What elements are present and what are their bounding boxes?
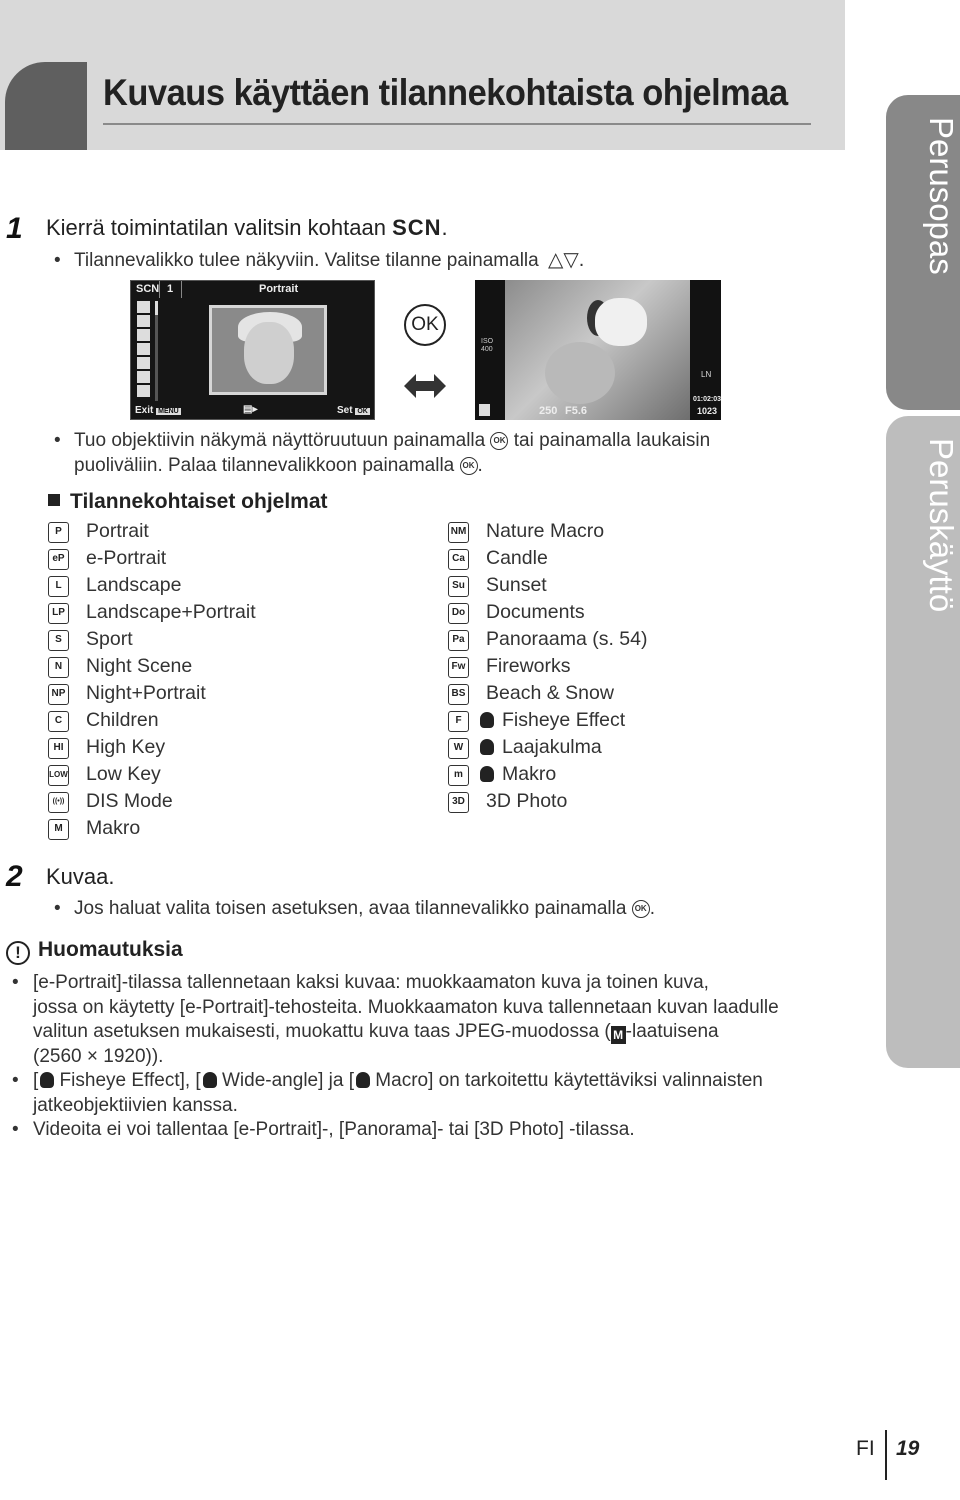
mode-label-text: Fisheye Effect	[502, 709, 626, 731]
nature-macro-icon: NM	[448, 522, 469, 543]
ok-button-icon: OK	[357, 408, 368, 415]
portrait-icon	[137, 301, 150, 313]
wide-angle-icon: W	[448, 738, 469, 759]
note-1: • [e-Portrait]-tilassa tallennetaan kaksi kuvaa: muokkaamaton kuva ja toinen kuva, jossa on käytetty [e-Portrait]-tehosteita. Muokkaamaton kuva tallennetaan kuvan laadulle valitun asetuksen mukaisesti, muokattu kuva taas JPEG-muodossa ( M -laatuisena (2560 × 1920)).	[12, 972, 779, 1067]
screen-bottom-bar	[131, 403, 374, 419]
mode-label	[486, 709, 625, 732]
night-portrait-icon: NP	[48, 684, 69, 705]
scene-title: Portrait	[259, 283, 299, 295]
live-view-photo	[505, 280, 690, 420]
mode-label: 3D Photo	[486, 790, 568, 812]
documents-icon: Do	[448, 603, 469, 624]
page-title: Kuvaus käyttäen tilannekohtaista ohjelmaa	[103, 72, 788, 113]
sunset-icon: Su	[448, 576, 469, 597]
side-tab-label: Perusopas	[923, 117, 960, 275]
landscape-icon: L	[48, 576, 69, 597]
night-portrait-icon	[137, 385, 150, 397]
photo-boy-shape	[545, 342, 615, 404]
bullet-text-end: .	[477, 455, 483, 476]
mode-label: High Key	[86, 736, 166, 758]
recording-time: 01:02:03	[693, 396, 721, 403]
step-1-text-end: .	[441, 215, 448, 240]
title-rule	[103, 123, 811, 125]
mode-label	[486, 763, 556, 786]
mode-label: Makro	[86, 817, 141, 839]
iso-readout	[481, 338, 493, 354]
bullet-text-end: .	[649, 898, 655, 919]
converter-lens-icon	[480, 739, 494, 755]
mode-label: Documents	[486, 601, 585, 623]
divider	[159, 281, 160, 298]
high-key-icon: HI	[48, 738, 69, 759]
aperture-value: F5.6	[565, 405, 588, 417]
divider	[181, 281, 182, 298]
note-text: (2560 × 1920)).	[33, 1045, 164, 1067]
ok-button-icon: OK	[404, 304, 446, 346]
mode-label: Night Scene	[86, 655, 193, 677]
converter-lens-icon	[40, 1072, 54, 1088]
scrollbar-track	[155, 301, 158, 401]
ok-icon: OK	[632, 900, 650, 918]
bidirectional-arrow-icon	[404, 372, 446, 400]
section-title: Tilannekohtaiset ohjelmat	[70, 490, 328, 513]
3d-photo-icon: 3D	[448, 792, 469, 813]
candle-icon: Ca	[448, 549, 469, 570]
mode-label: Sunset	[486, 574, 547, 596]
quality-m-icon: M	[611, 1026, 626, 1044]
mode-label: Sport	[86, 628, 133, 650]
set-hint	[337, 405, 370, 416]
ok-icon: OK	[460, 457, 478, 475]
macro-icon: M	[48, 819, 69, 840]
landscape-portrait-icon	[137, 343, 150, 355]
macro-converter-icon: m	[448, 765, 469, 786]
mode-label: Night+Portrait	[86, 682, 206, 704]
night-scene-icon: N	[48, 657, 69, 678]
note-text: Fisheye Effect], [	[54, 1070, 201, 1091]
landscape-icon	[137, 329, 150, 341]
language-code: FI	[856, 1437, 875, 1460]
mode-label-text: Laajakulma	[502, 736, 602, 758]
panorama-icon: Pa	[448, 630, 469, 651]
mode-label	[486, 736, 602, 759]
preview-face-shape	[244, 322, 294, 384]
bullet-text: Jos haluat valita toisen asetuksen, avaa tilannevalikko painamalla	[74, 898, 627, 919]
side-tab-perusopas[interactable]	[886, 95, 960, 410]
mode-label: Low Key	[86, 763, 161, 785]
converter-lens-icon	[480, 766, 494, 782]
footer-divider	[885, 1430, 887, 1480]
set-label: Set	[337, 405, 353, 416]
notes-heading	[6, 938, 183, 965]
mode-label: Beach & Snow	[486, 682, 614, 704]
exit-hint	[135, 405, 181, 416]
sport-icon	[137, 357, 150, 369]
note-text: Videoita ei voi tallentaa [e-Portrait]-, [Panorama]- tai [3D Photo] -tilassa.	[33, 1119, 635, 1140]
ok-icon: OK	[490, 432, 508, 450]
exit-label: Exit	[135, 405, 154, 416]
note-text: valitun asetuksen mukaisesti, muokattu kuva taas JPEG-muodossa (	[33, 1021, 611, 1042]
scene-mode-icon	[479, 404, 490, 416]
up-down-arrows-icon: △▽.	[547, 249, 585, 271]
fireworks-icon: Fw	[448, 657, 469, 678]
menu-button-icon: MENU	[158, 408, 179, 415]
mode-label: Nature Macro	[486, 520, 605, 542]
mode-label: Candle	[486, 547, 548, 569]
shutter-speed: 250	[539, 405, 558, 417]
mode-label: Landscape	[86, 574, 182, 596]
menu-page-number: 1	[167, 283, 174, 295]
bullet-text: tai painamalla laukaisin	[513, 430, 711, 451]
mode-label: Fireworks	[486, 655, 571, 677]
scrollbar-thumb	[155, 301, 158, 315]
landscape-portrait-icon: LP	[48, 603, 69, 624]
section-heading	[48, 490, 328, 514]
page-number: 19	[896, 1437, 920, 1460]
bullet-text: Tuo objektiivin näkymä näyttöruutuun painamalla	[74, 430, 486, 451]
side-tab-label: Peruskäyttö	[923, 438, 960, 613]
step-1-bullet-1: • Tilannevalikko tulee näkyviin. Valitse tilanne painamalla △▽.	[54, 249, 585, 271]
mode-label-text: Makro	[502, 763, 557, 785]
bullet-text: Tilannevalikko tulee näkyviin. Valitse tilanne painamalla	[74, 250, 539, 271]
scene-icon-list	[137, 301, 151, 399]
quality-readout: LN	[701, 370, 712, 379]
iso-value: 400	[481, 346, 493, 353]
mode-label: Landscape+Portrait	[86, 601, 256, 623]
e-portrait-icon: eP	[48, 549, 69, 570]
mode-label: e-Portrait	[86, 547, 167, 569]
sport-icon: S	[48, 630, 69, 651]
notes-title: Huomautuksia	[38, 938, 183, 961]
night-scene-icon	[137, 371, 150, 383]
iso-label: ISO	[481, 338, 494, 345]
step-1-text	[46, 215, 448, 241]
note-text: [	[33, 1070, 39, 1091]
scene-menu-screen	[130, 280, 375, 420]
note-text: Wide-angle] ja [	[216, 1070, 355, 1091]
header-tab-decoration	[5, 62, 87, 150]
mode-label: DIS Mode	[86, 790, 173, 812]
converter-lens-icon	[203, 1072, 217, 1088]
exclamation-icon: !	[6, 941, 30, 965]
live-view-info-bar	[475, 396, 721, 420]
shots-remaining: 1023	[697, 406, 718, 416]
note-3: • Videoita ei voi tallentaa [e-Portrait]-, [Panorama]- tai [3D Photo] -tilassa.	[12, 1119, 635, 1140]
mode-label: Panoraama (s. 54)	[486, 628, 648, 650]
scene-preview-image	[209, 305, 327, 395]
note-text: jossa on käytetty [e-Portrait]-tehosteita. Muokkaamaton kuva tallennetaan kuvan laadulle	[33, 996, 779, 1018]
portrait-icon: P	[48, 522, 69, 543]
scn-label: SCN	[392, 215, 442, 240]
mode-label: Children	[86, 709, 159, 731]
note-2: • [ Fisheye Effect], [ Wide-angle] ja [ Macro] on tarkoitettu käytettäviksi valinnaisten jatkeobjektiivien kanssa.	[12, 1070, 763, 1116]
note-text: jatkeobjektiivien kanssa.	[33, 1094, 238, 1116]
note-text: -laatuisena	[625, 1021, 719, 1042]
beach-snow-icon: BS	[448, 684, 469, 705]
dis-mode-icon: ((•))	[48, 792, 69, 813]
e-portrait-icon	[137, 315, 150, 327]
converter-lens-icon	[356, 1072, 370, 1088]
bullet-text: puoliväliin. Palaa tilannevalikkoon painamalla	[74, 455, 455, 476]
step-2-text: Kuvaa.	[46, 864, 115, 889]
mode-label: Portrait	[86, 520, 149, 542]
scn-tab: SCN	[136, 283, 160, 295]
photo-dog-shape	[595, 298, 647, 346]
side-tab-peruskaytto[interactable]	[886, 416, 960, 1068]
step-1-text-main: Kierrä toimintatilan valitsin kohtaan	[46, 215, 393, 240]
low-key-icon: LOW	[48, 765, 69, 786]
step-number: 1	[6, 212, 23, 245]
note-text: Macro] on tarkoitettu käytettäviksi valinnaisten	[370, 1070, 763, 1091]
square-bullet-icon	[48, 494, 60, 506]
screen-top-bar	[131, 281, 374, 298]
children-icon: C	[48, 711, 69, 732]
step-number: 2	[6, 860, 23, 893]
fisheye-icon: F	[448, 711, 469, 732]
step-1-bullet-2: • Tuo objektiivin näkymä näyttöruutuun painamalla OK tai painamalla laukaisin puoliväliin. Palaa tilannevalikkoon painamalla OK .	[54, 430, 711, 476]
converter-lens-icon	[480, 712, 494, 728]
note-text: [e-Portrait]-tilassa tallennetaan kaksi kuvaa: muokkaamaton kuva ja toinen kuva,	[33, 972, 709, 993]
step-2-bullet: • Jos haluat valita toisen asetuksen, avaa tilannevalikko painamalla OK .	[54, 898, 655, 919]
info-arrow-icon: ▤▸	[243, 404, 258, 415]
live-view-screen	[475, 280, 721, 420]
